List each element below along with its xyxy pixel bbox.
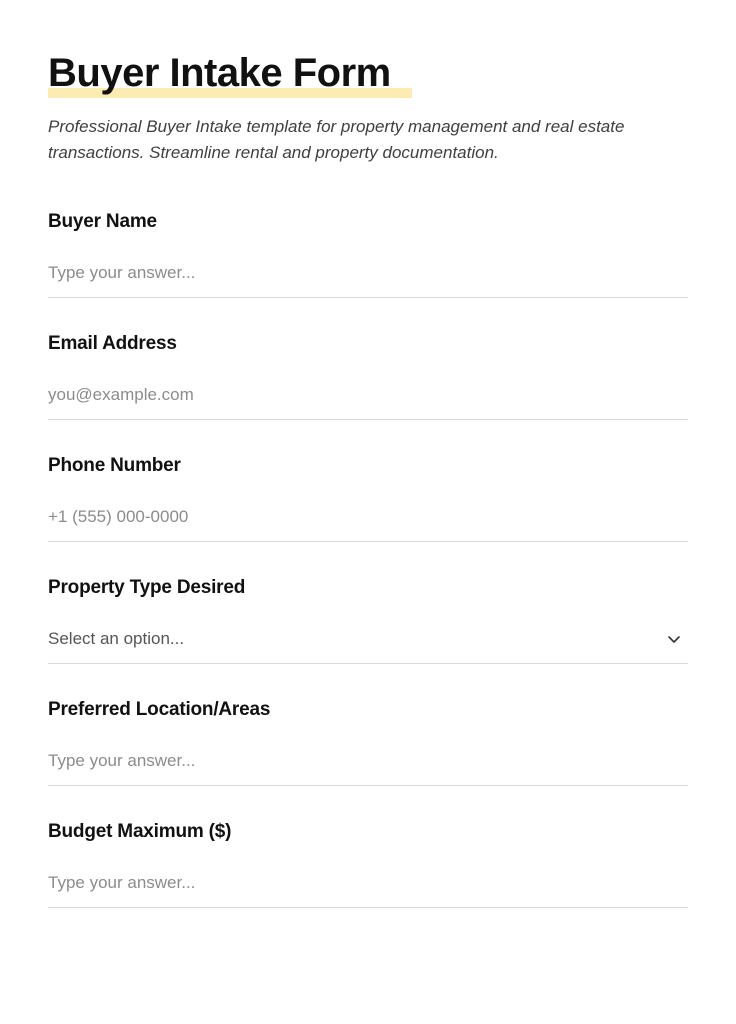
field-label-buyer-name: Buyer Name (48, 210, 157, 232)
field-preferred-location (48, 699, 688, 786)
property-type-select-wrap[interactable] (48, 629, 688, 664)
field-email-address (48, 333, 688, 420)
page-title: Buyer Intake Form (48, 51, 391, 95)
field-label-preferred-location: Preferred Location/Areas (48, 698, 271, 720)
form-description: Professional Buyer Intake template for property management and real estate transactions. Streamline rental and property documentation. (48, 117, 625, 163)
form-fields (48, 211, 688, 908)
field-label-email-address: Email Address (48, 332, 177, 354)
field-label-property-type-desired: Property Type Desired (48, 576, 246, 598)
budget-maximum-input[interactable] (48, 873, 688, 908)
field-property-type-desired (48, 577, 688, 664)
field-phone-number (48, 455, 688, 542)
property-type-select[interactable]: Select an option... (48, 629, 688, 664)
field-budget-maximum (48, 821, 688, 908)
field-label-phone-number: Phone Number (48, 454, 181, 476)
page-title-wrap (48, 0, 412, 114)
email-address-input[interactable] (48, 385, 688, 420)
buyer-name-input[interactable] (48, 263, 688, 298)
field-buyer-name (48, 211, 688, 298)
field-label-budget-maximum: Budget Maximum ($) (48, 820, 232, 842)
phone-number-input[interactable] (48, 507, 688, 542)
preferred-location-input[interactable] (48, 751, 688, 786)
